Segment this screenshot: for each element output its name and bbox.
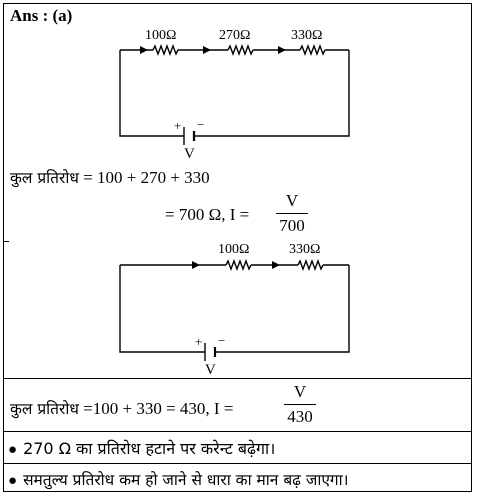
fraction-denominator: 430: [287, 407, 313, 426]
total-resistance-label: कुल प्रतिरोध: [10, 400, 79, 418]
resistor-label-330: 330Ω: [291, 28, 323, 43]
fraction-bar: [276, 213, 308, 214]
fraction-numerator: V: [293, 382, 307, 401]
battery-plus: +: [195, 334, 203, 349]
bullet-item: [8, 437, 275, 459]
battery-minus: −: [197, 117, 205, 132]
current-arrow: [192, 261, 200, 269]
fraction-bar: [284, 404, 316, 405]
resistor-label-270: 270Ω: [219, 28, 251, 43]
resistor-2: [228, 46, 253, 54]
current-arrow: [203, 46, 211, 54]
total-resistance-expression: =100 + 330 = 430, I =: [83, 399, 234, 418]
resistor-1: [226, 261, 251, 269]
resistor-label-330: 330Ω: [289, 242, 321, 257]
total-resistance-line-1: [10, 166, 210, 188]
current-fraction-2: [284, 382, 316, 427]
battery-label: V: [205, 362, 216, 378]
resistor-1: [153, 46, 178, 54]
separator-line: [3, 463, 471, 464]
current-fraction-1: [276, 191, 308, 236]
current-arrow: [272, 261, 280, 269]
circuit-1: [120, 46, 349, 145]
fraction-numerator: V: [285, 191, 299, 210]
bullet-icon: ●: [8, 473, 18, 489]
current-arrow: [278, 46, 286, 54]
battery-label: V: [184, 146, 195, 162]
total-resistance-line-2: [10, 397, 233, 419]
circuit-2: [120, 261, 349, 361]
bullet-text: समतुल्य प्रतिरोध कम हो जाने से धारा का मान बढ़ जाएगा।: [23, 471, 349, 489]
total-resistance-expression: = 100 + 270 + 330: [83, 168, 210, 187]
answer-heading: Ans : (a): [10, 6, 73, 25]
bullet-item: [8, 468, 349, 490]
bullet-icon: ●: [8, 442, 18, 458]
resistor-label-100: 100Ω: [218, 242, 250, 257]
resistor-2: [298, 261, 323, 269]
resistor-label-100: 100Ω: [145, 28, 177, 43]
separator-line: [3, 378, 471, 379]
total-resistance-label: कुल प्रतिरोध: [10, 169, 79, 187]
fraction-denominator: 700: [279, 216, 305, 235]
divider: [3, 241, 9, 242]
resistance-result-700: = 700 Ω, I =: [165, 205, 250, 224]
battery-minus: −: [218, 333, 226, 348]
current-arrow: [140, 46, 148, 54]
bullet-text: 270 Ω का प्रतिरोध हटाने पर करेन्ट बढ़ेगा।: [23, 439, 276, 458]
battery-plus: +: [174, 118, 182, 133]
separator-line: [3, 431, 471, 432]
resistor-3: [300, 46, 325, 54]
